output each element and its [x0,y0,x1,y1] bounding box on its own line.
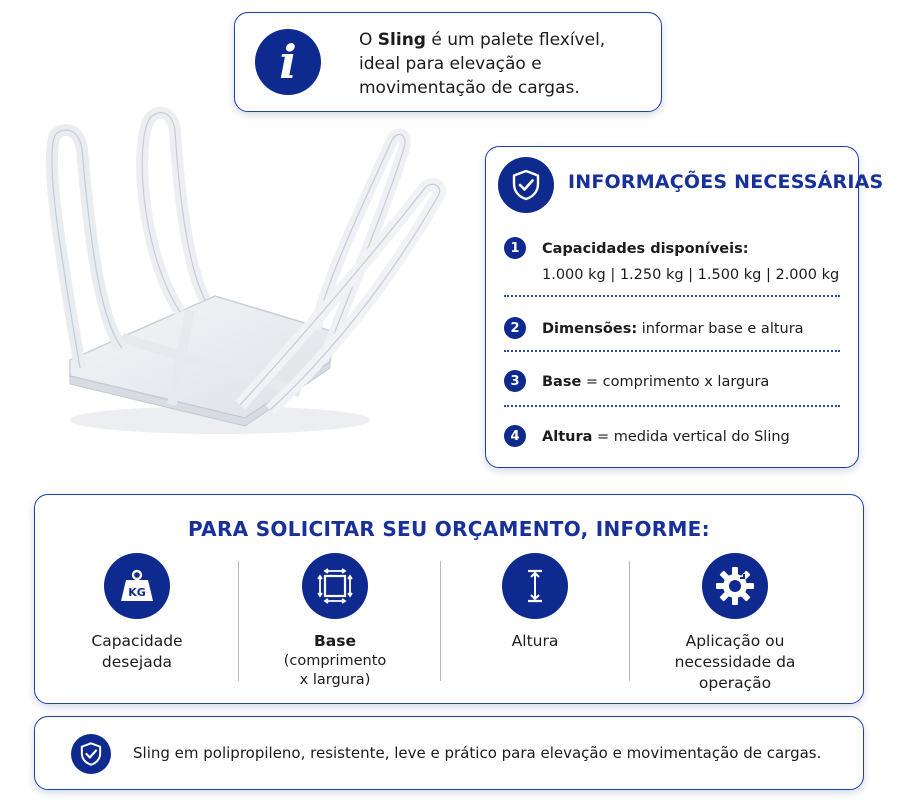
intro-bold-sling: Sling [377,30,426,50]
shield-check-icon [71,734,111,774]
required-item-label: Capacidades disponíveis: [542,241,749,257]
intro-line2: ideal para elevação e [359,54,542,74]
gear-icon [702,553,768,619]
kg-label: KG [128,586,146,599]
step-number: 3 [504,370,526,392]
quote-item-sub: (comprimento [283,653,387,669]
quote-title: PARA SOLICITAR SEU ORÇAMENTO, INFORME: [188,517,710,541]
intro-line1-rest: é um palete flexível, [425,30,606,50]
quote-item-label: Altura [511,632,559,650]
required-item-label: Base [542,374,582,390]
required-info-title: INFORMAÇÕES NECESSÁRIAS [568,171,884,193]
step-number: 1 [504,237,526,259]
required-item-text: = medida vertical do Sling [597,429,790,445]
dotted-divider [504,405,840,407]
dotted-divider [504,295,840,297]
quote-item-application [645,553,825,694]
dotted-divider [504,350,840,352]
required-item-text: informar base e altura [641,321,804,337]
material-note-text: Sling em polipropileno, resistente, leve e prático para elevação e movimentação de cargas. [133,744,822,762]
quote-item-label: Aplicação ou [685,632,785,650]
intro-text [359,28,605,100]
required-item-label: Altura [542,429,593,445]
quote-item-base [245,553,425,690]
quote-item-label: operação [698,674,772,692]
step-number: 4 [504,425,526,447]
quote-request-card [34,494,864,704]
quote-item-label: desejada [101,653,173,671]
required-item-label: Dimensões: [542,321,638,337]
quote-item-label: Capacidade [91,632,183,650]
column-separator [440,561,441,681]
step-number: 2 [504,317,526,339]
quote-item-sub: x largura) [299,672,371,688]
quote-item-label: necessidade da [674,653,796,671]
intro-info-card [234,12,662,112]
quote-item-height [445,553,625,652]
weight-kg-icon [104,553,170,619]
quote-item-capacity [47,553,227,673]
sling-product-image [30,100,470,450]
column-separator [238,561,239,681]
dimensions-icon [302,553,368,619]
quote-item-label: Base [313,632,356,650]
shield-check-icon [498,157,554,213]
info-icon: i [255,29,321,95]
material-note-card [34,716,864,790]
height-arrow-icon [502,553,568,619]
required-item-text: = comprimento x largura [585,374,770,390]
intro-prefix: O [359,30,378,50]
column-separator [629,561,630,681]
required-info-card [485,146,884,468]
intro-line3: movimentação de cargas. [359,78,580,98]
required-item-text: 1.000 kg | 1.250 kg | 1.500 kg | 2.000 kg [542,267,840,283]
